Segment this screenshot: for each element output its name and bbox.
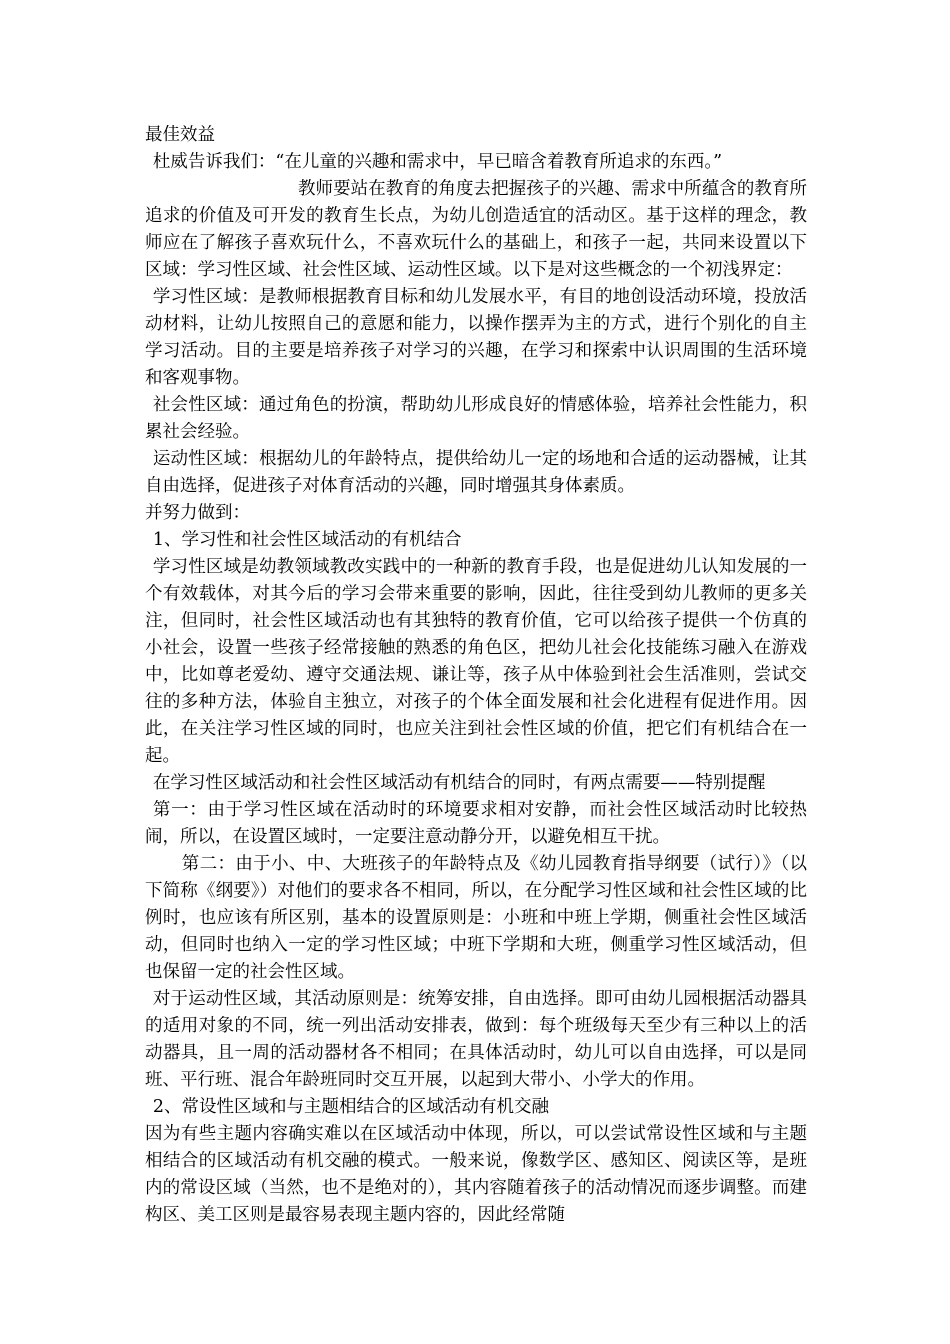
section-heading-2: 2、常设性区域和与主题相结合的区域活动有机交融 [152, 1097, 550, 1117]
paragraph-1: 最佳效益 [145, 125, 215, 145]
paragraph-11: 第二：由于小、中、大班孩子的年龄特点及《幼儿园教育指导纲要（试行）》（以下简称《纲要》）对他们的要求各不相同，所以，在分配学习性区域和社会性区域的比例时，也应该有所区别，基本的设置原则是：小班和中班上学期，侧重社会性区域活动，但同时也纳入一定的学习性区域；中班下学期和大班，侧重学习性区域活动，但也保留一定的社会性区域。 [145, 854, 807, 982]
paragraph-10: 第一：由于学习性区域在活动时的环境要求相对安静，而社会性区域活动时比较热闹，所以，在设置区域时，一定要注意动静分开，以避免相互干扰。 [145, 800, 807, 847]
paragraph-4: 学习性区域：是教师根据教育目标和幼儿发展水平，有目的地创设活动环境，投放活动材料，让幼儿按照自己的意愿和能力，以操作摆弄为主的方式，进行个别化的自主学习活动。目的主要是培养孩子对学习的兴趣，在学习和探索中认识周围的生活环境和客观事物。 [145, 287, 807, 388]
paragraph-3: 教师要站在教育的角度去把握孩子的兴趣、需求中所蕴含的教育所追求的价值及可开发的教育生长点，为幼儿创造适宜的活动区。基于这样的理念，教师应在了解孩子喜欢玩什么，不喜欢玩什么的基础上，和孩子一起，共同来设置以下区域：学习性区域、社会性区域、运动性区域。以下是对这些概念的一个初浅界定： [145, 179, 807, 280]
paragraph-5: 社会性区域：通过角色的扮演，帮助幼儿形成良好的情感体验，培养社会性能力，积累社会经验。 [145, 395, 807, 442]
document-page [145, 122, 807, 1229]
paragraph-9: 在学习性区域活动和社会性区域活动有机结合的同时，有两点需要——特别提醒 [152, 773, 766, 793]
paragraph-8: 学习性区域是幼教领域教改实践中的一种新的教育手段，也是促进幼儿认知发展的一个有效载体，对其今后的学习会带来重要的影响，因此，往往受到幼儿教师的更多关注，但同时，社会性区域活动也有其独特的教育价值，它可以给孩子提供一个仿真的小社会，设置一些孩子经常接触的熟悉的角色区，把幼儿社会化技能练习融入在游戏中，比如尊老爱幼、遵守交通法规、谦让等，孩子从中体验到社会生活准则，尝试交往的多种方法，体验自主独立，对孩子的个体全面发展和社会化进程有促进作用。因此，在关注学习性区域的同时，也应关注到社会性区域的价值，把它们有机结合在一起。 [145, 557, 807, 766]
paragraph-2: 杜威告诉我们：“在儿童的兴趣和需求中，早已暗含着教育所追求的东西。” [152, 152, 723, 172]
paragraph-13: 因为有些主题内容确实难以在区域活动中体现，所以，可以尝试常设性区域和与主题相结合的区域活动有机交融的模式。一般来说，像数学区、感知区、阅读区等，是班内的常设区域（当然，也不是绝对的），其内容随着孩子的活动情况而逐步调整。而建构区、美工区则是最容易表现主题内容的，因此经常随 [145, 1124, 807, 1225]
paragraph-6: 运动性区域：根据幼儿的年龄特点，提供给幼儿一定的场地和合适的运动器械，让其自由选择，促进孩子对体育活动的兴趣，同时增强其身体素质。 [145, 449, 807, 496]
section-heading-1: 1、学习性和社会性区域活动的有机结合 [152, 530, 462, 550]
paragraph-12: 对于运动性区域，其活动原则是：统筹安排，自由选择。即可由幼儿园根据活动器具的适用对象的不同，统一列出活动安排表，做到：每个班级每天至少有三种以上的活动器具，且一周的活动器材各不相同；在具体活动时，幼儿可以自由选择，可以是同班、平行班、混合年龄班同时交互开展，以起到大带小、小学大的作用。 [145, 989, 807, 1090]
paragraph-7: 并努力做到： [145, 503, 250, 523]
